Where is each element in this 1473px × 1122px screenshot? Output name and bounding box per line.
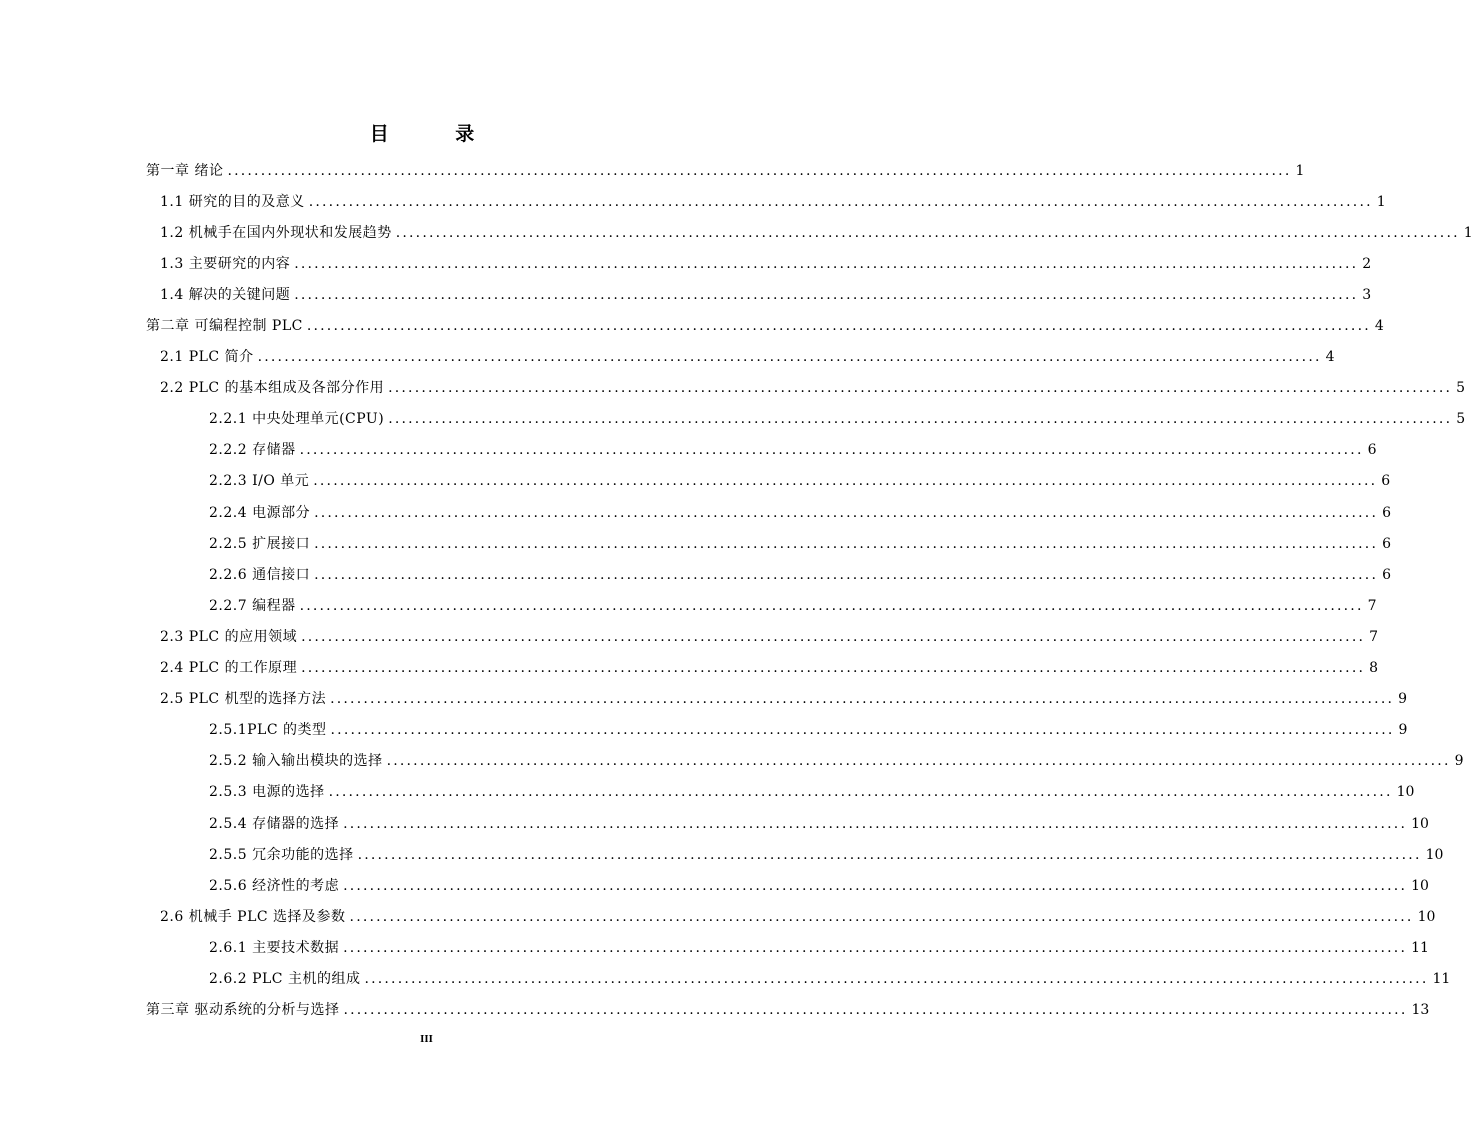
toc-entry-title: 2.6.1 主要技术数据 <box>209 939 340 956</box>
toc-entry-title: 2.4 PLC 的工作原理 <box>160 660 298 677</box>
toc-entry-page: 5 <box>1456 411 1466 428</box>
dot-leader: ................................................................................................................................................................ <box>257 349 1322 366</box>
dot-leader: ................................................................................................................................................................ <box>343 877 1408 894</box>
dot-leader: ................................................................................................................................................................ <box>388 380 1453 397</box>
toc-entry-2-2-7[interactable] <box>0 590 1377 621</box>
dot-leader: ................................................................................................................................................................ <box>343 815 1408 832</box>
toc-entry-page: 7 <box>1369 628 1379 645</box>
toc-entry-title: 第三章 驱动系统的分析与选择 <box>146 1002 340 1019</box>
toc-entry-title: 2.5 PLC 机型的选择方法 <box>160 691 327 708</box>
toc-entry-2-5-3[interactable] <box>0 777 1415 808</box>
toc-entry-1-1[interactable] <box>0 186 1386 217</box>
toc-entry-2-2-5[interactable] <box>0 528 1392 559</box>
toc-entry-2-2[interactable] <box>0 373 1466 404</box>
toc-entry-page: 10 <box>1411 877 1429 894</box>
toc-entry-title: 2.2.4 电源部分 <box>209 504 311 521</box>
dot-leader: ................................................................................................................................................................ <box>364 970 1429 987</box>
dot-leader: ................................................................................................................................................................ <box>328 784 1393 801</box>
toc-entry-page: 2 <box>1362 255 1372 272</box>
toc-entry-2-2-2[interactable] <box>0 435 1377 466</box>
toc-entry-title: 2.6.2 PLC 主机的组成 <box>209 970 361 987</box>
toc-entry-page: 11 <box>1411 939 1429 956</box>
toc-entry-page: 11 <box>1432 970 1451 987</box>
toc-entry-title: 2.5.3 电源的选择 <box>209 784 325 801</box>
toc-entry-title: 2.5.4 存储器的选择 <box>209 815 340 832</box>
dot-leader: ................................................................................................................................................................ <box>314 504 1379 521</box>
dot-leader: ................................................................................................................................................................ <box>343 1002 1408 1019</box>
toc-entry-page: 1 <box>1295 162 1305 179</box>
toc-entry-title: 2.2 PLC 的基本组成及各部分作用 <box>160 380 385 397</box>
dot-leader: ................................................................................................................................................................ <box>388 411 1453 428</box>
toc-entry-page: 6 <box>1382 535 1392 552</box>
toc-entry-title: 1.2 机械手在国内外现状和发展趋势 <box>160 224 392 241</box>
toc-entry-title: 1.4 解决的关键问题 <box>160 286 291 303</box>
dot-leader: ................................................................................................................................................................ <box>308 193 1373 210</box>
dot-leader: ................................................................................................................................................................ <box>294 286 1359 303</box>
toc-entry-1-2[interactable] <box>0 217 1473 248</box>
toc-entry-chapter-1[interactable] <box>0 155 1305 186</box>
dot-leader: ................................................................................................................................................................ <box>395 224 1460 241</box>
toc-entry-2-5-2[interactable] <box>0 746 1464 777</box>
toc-entry-page: 7 <box>1367 597 1377 614</box>
toc-entry-page: 8 <box>1369 660 1379 677</box>
toc-entry-title: 1.1 研究的目的及意义 <box>160 193 305 210</box>
dot-leader: ................................................................................................................................................................ <box>299 442 1364 459</box>
dot-leader: ................................................................................................................................................................ <box>301 628 1366 645</box>
toc-entry-title: 第二章 可编程控制 PLC <box>146 318 303 335</box>
dot-leader: ................................................................................................................................................................ <box>357 846 1422 863</box>
toc-entry-title: 2.2.1 中央处理单元(CPU) <box>209 411 385 428</box>
toc-entry-1-3[interactable] <box>0 248 1372 279</box>
dot-leader: ................................................................................................................................................................ <box>330 722 1395 739</box>
toc-entry-page: 4 <box>1325 349 1335 366</box>
dot-leader: ................................................................................................................................................................ <box>314 535 1379 552</box>
toc-entry-title: 2.2.3 I/O 单元 <box>209 473 310 490</box>
dot-leader: ................................................................................................................................................................ <box>299 597 1364 614</box>
dot-leader: ................................................................................................................................................................ <box>330 691 1395 708</box>
toc-entry-title: 第一章 绪论 <box>146 162 224 179</box>
toc-entry-title: 2.2.2 存储器 <box>209 442 296 459</box>
toc-entry-2-2-1[interactable] <box>0 404 1466 435</box>
toc-entry-title: 2.5.1PLC 的类型 <box>209 722 327 739</box>
toc-entry-2-4[interactable] <box>0 653 1379 684</box>
dot-leader: ................................................................................................................................................................ <box>306 318 1371 335</box>
toc-entry-page: 9 <box>1454 753 1464 770</box>
toc-entry-2-1[interactable] <box>0 342 1335 373</box>
toc-entry-page: 6 <box>1367 442 1377 459</box>
toc-entry-page: 9 <box>1398 691 1408 708</box>
toc-entry-page: 6 <box>1382 504 1392 521</box>
toc-entry-2-3[interactable] <box>0 621 1379 652</box>
toc-entry-2-6[interactable] <box>0 901 1436 932</box>
dot-leader: ................................................................................................................................................................ <box>386 753 1451 770</box>
toc-entry-title: 2.5.5 冗余功能的选择 <box>209 846 354 863</box>
toc-entry-2-5-1[interactable] <box>0 715 1408 746</box>
table-of-contents <box>0 155 1473 1026</box>
toc-entry-page: 10 <box>1411 815 1429 832</box>
toc-entry-2-5-5[interactable] <box>0 839 1444 870</box>
toc-entry-page: 9 <box>1398 722 1408 739</box>
toc-entry-page: 13 <box>1411 1002 1430 1019</box>
page-number: III <box>420 1035 433 1045</box>
toc-entry-title: 2.2.6 通信接口 <box>209 566 311 583</box>
toc-entry-page: 6 <box>1382 566 1392 583</box>
toc-entry-title: 2.2.5 扩展接口 <box>209 535 311 552</box>
toc-entry-1-4[interactable] <box>0 279 1372 310</box>
toc-entry-title: 2.3 PLC 的应用领域 <box>160 628 298 645</box>
dot-leader: ................................................................................................................................................................ <box>314 566 1379 583</box>
dot-leader: ................................................................................................................................................................ <box>313 473 1378 490</box>
toc-entry-2-2-4[interactable] <box>0 497 1392 528</box>
toc-entry-title: 2.5.6 经济性的考虑 <box>209 877 340 894</box>
page-title: 目 录 <box>369 123 505 145</box>
toc-entry-page: 5 <box>1456 380 1466 397</box>
toc-entry-page: 4 <box>1374 318 1384 335</box>
toc-entry-page: 10 <box>1417 908 1436 925</box>
toc-entry-2-5-6[interactable] <box>0 870 1429 901</box>
toc-entry-page: 10 <box>1396 784 1415 801</box>
toc-entry-page: 3 <box>1362 286 1372 303</box>
toc-entry-title: 2.1 PLC 简介 <box>160 349 254 366</box>
toc-entry-title: 2.2.7 编程器 <box>209 597 296 614</box>
toc-entry-2-5-4[interactable] <box>0 808 1429 839</box>
dot-leader: ................................................................................................................................................................ <box>349 908 1414 925</box>
toc-entry-2-5[interactable] <box>0 684 1408 715</box>
toc-entry-title: 2.6 机械手 PLC 选择及参数 <box>160 908 346 925</box>
dot-leader: ................................................................................................................................................................ <box>301 660 1366 677</box>
dot-leader: ................................................................................................................................................................ <box>227 162 1292 179</box>
toc-entry-2-6-2[interactable] <box>0 963 1451 994</box>
toc-entry-2-2-6[interactable] <box>0 559 1392 590</box>
toc-entry-title: 2.5.2 输入输出模块的选择 <box>209 753 383 770</box>
toc-entry-title: 1.3 主要研究的内容 <box>160 255 291 272</box>
toc-entry-2-2-3[interactable] <box>0 466 1391 497</box>
toc-entry-page: 6 <box>1381 473 1391 490</box>
dot-leader: ................................................................................................................................................................ <box>294 255 1359 272</box>
toc-entry-page: 1 <box>1463 224 1473 241</box>
toc-entry-chapter-2[interactable] <box>0 310 1384 341</box>
toc-entry-2-6-1[interactable] <box>0 932 1429 963</box>
dot-leader: ................................................................................................................................................................ <box>343 939 1408 956</box>
toc-entry-page: 10 <box>1425 846 1444 863</box>
toc-entry-page: 1 <box>1376 193 1386 210</box>
toc-entry-chapter-3[interactable] <box>0 995 1430 1026</box>
